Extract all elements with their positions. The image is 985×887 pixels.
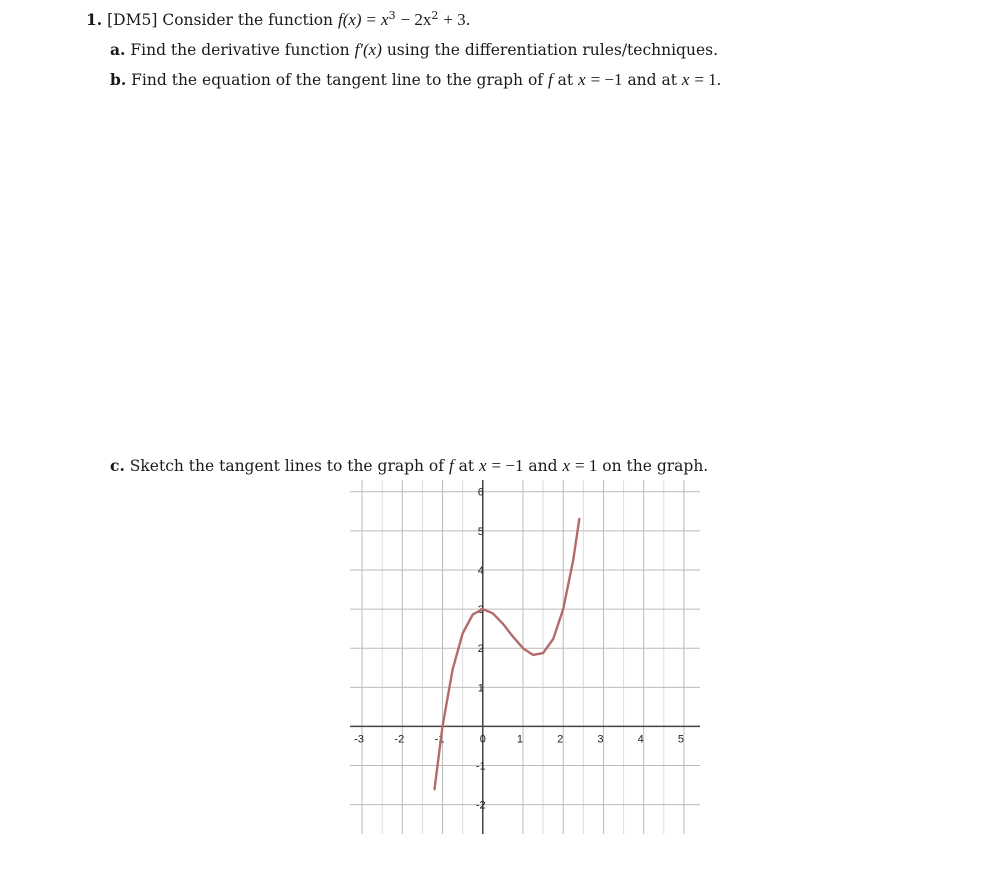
y-tick-label: 6	[477, 486, 484, 499]
function-exp-2: 2	[431, 9, 439, 22]
equals-sign: =	[366, 10, 377, 29]
function-term-1: x	[381, 10, 389, 29]
part-b-text-2: at	[557, 71, 574, 89]
y-tick-label: 1	[477, 682, 484, 695]
part-b-text-1: Find the equation of the tangent line to the graph of	[131, 71, 544, 89]
part-a-symbol: f′(x)	[354, 40, 382, 59]
y-tick-label: 3	[477, 604, 484, 617]
part-b-x2: x	[681, 70, 690, 89]
x-tick-label: 4	[637, 733, 644, 746]
x-tick-label: 2	[557, 733, 564, 746]
y-tick-label: -1	[475, 760, 486, 773]
y-tick-label: -2	[475, 799, 486, 812]
part-b-v2: = 1.	[694, 70, 721, 89]
part-c	[110, 456, 708, 476]
part-b-v1: = −1	[590, 70, 623, 89]
x-tick-label: -3	[354, 733, 364, 746]
part-b-f: f	[547, 70, 553, 89]
part-c-x2: x	[562, 456, 571, 475]
part-c-text-3: and	[528, 457, 558, 475]
part-c-text-4: on the graph.	[602, 457, 709, 475]
function-term-3: + 3	[443, 10, 466, 29]
y-tick-label: 2	[477, 643, 484, 656]
problem-statement	[86, 10, 471, 30]
problem-intro: Consider the function	[162, 11, 334, 29]
part-c-v1: = −1	[491, 456, 524, 475]
x-tick-label: 0	[479, 733, 486, 746]
function-curve	[435, 519, 580, 789]
y-tick-label: 4	[477, 564, 484, 577]
part-a-text-1: Find the derivative function	[130, 41, 350, 59]
part-b-x1: x	[578, 70, 586, 89]
x-tick-label: 1	[516, 733, 524, 746]
part-b-label: b.	[110, 70, 127, 89]
function-label: f(x)	[337, 10, 362, 29]
problem-tag: [DM5]	[107, 11, 158, 29]
part-b	[110, 70, 721, 90]
x-tick-label: 5	[677, 733, 684, 746]
part-c-v2: = 1	[574, 456, 598, 475]
function-exp-1: 3	[388, 9, 396, 22]
y-tick-label: 5	[477, 525, 484, 538]
part-c-x1: x	[479, 456, 487, 475]
problem-number: 1.	[86, 10, 103, 29]
function-term-2: − 2x	[400, 10, 432, 29]
function-graph	[350, 480, 700, 834]
part-a	[110, 40, 718, 60]
part-a-label: a.	[110, 40, 126, 59]
x-tick-label: -1	[434, 733, 445, 746]
x-tick-label: 3	[597, 733, 604, 746]
part-c-f: f	[448, 456, 454, 475]
part-a-text-2: using the differentiation rules/techniques.	[386, 41, 719, 59]
part-c-text-1: Sketch the tangent lines to the graph of	[129, 457, 445, 475]
part-c-text-2: at	[458, 457, 475, 475]
x-tick-label: -2	[394, 733, 405, 746]
function-end: .	[465, 11, 471, 29]
part-b-text-3: and at	[627, 71, 677, 89]
part-c-label: c.	[110, 456, 125, 475]
